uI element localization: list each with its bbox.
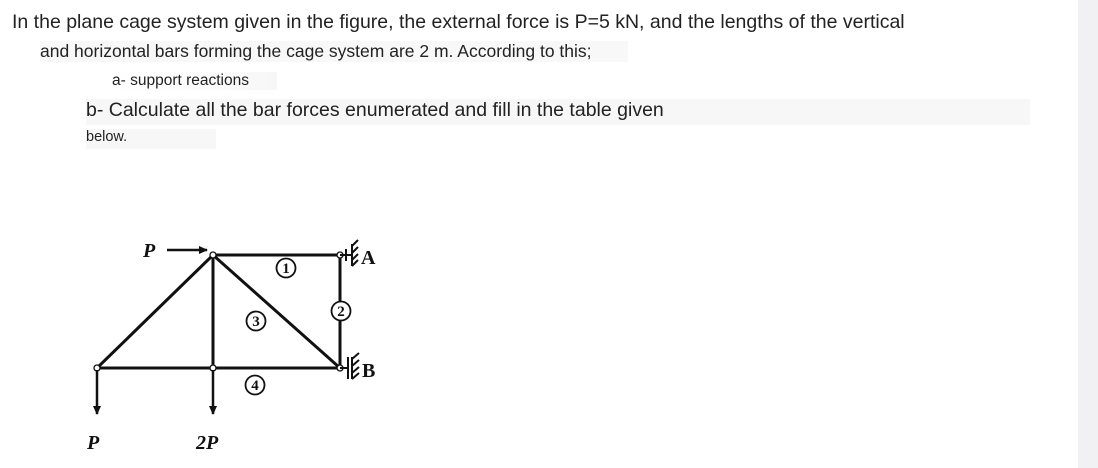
question-part-a: a- support reactions: [112, 72, 277, 90]
question-part-b: b- Calculate all the bar forces enumerated and fill in the table given: [86, 99, 1030, 125]
load-label-top: P: [143, 240, 156, 262]
truss-member-left-diagonal: [97, 255, 213, 368]
member-label-3: 3: [252, 314, 260, 330]
support-b-label: B: [362, 360, 376, 382]
problem-text-line-2: and horizontal bars forming the cage system are 2 m. According to this;: [40, 41, 628, 62]
problem-text-line-1: In the plane cage system given in the figure, the external force is P=5 kN, and the lengths of the vertical: [12, 11, 905, 33]
member-label-2: 2: [337, 304, 345, 320]
support-a-label: A: [361, 247, 376, 269]
member-label-4: 4: [251, 378, 259, 394]
joint-top-middle: [210, 252, 216, 258]
load-label-middle: 2P: [196, 432, 219, 454]
member-label-1: 1: [282, 261, 290, 277]
question-part-b-continued: below.: [86, 129, 216, 149]
load-label-left: P: [87, 432, 100, 454]
